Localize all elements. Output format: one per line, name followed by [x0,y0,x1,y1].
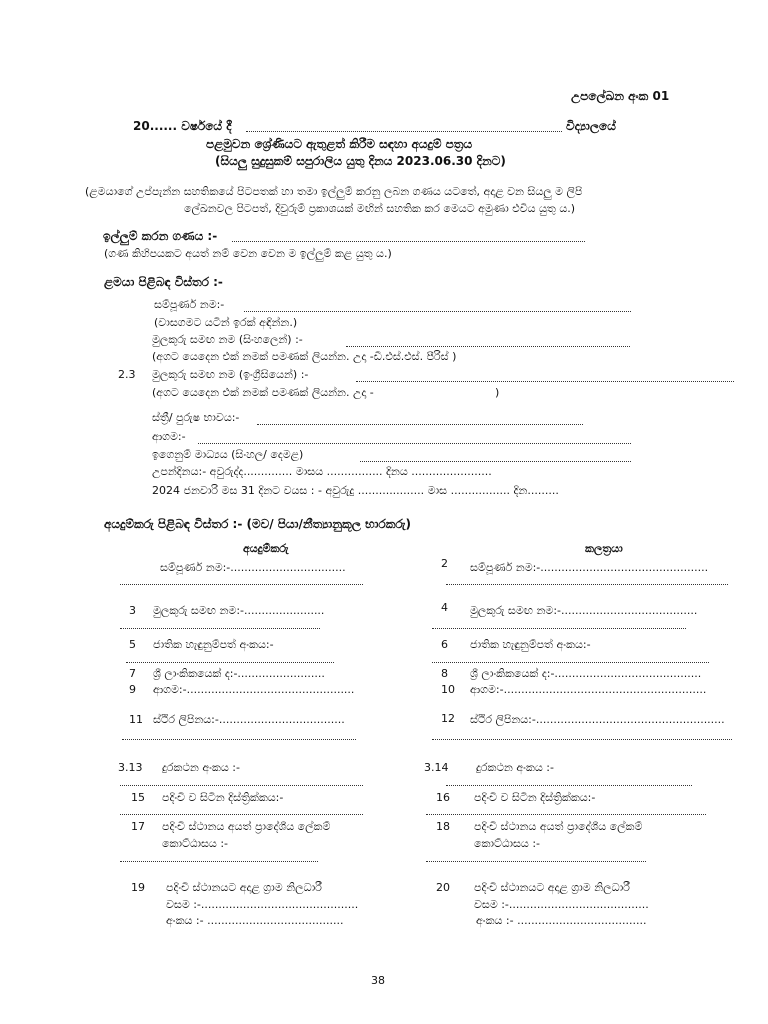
item-number: 9 [129,683,136,696]
school-name-blank[interactable] [246,131,562,132]
applicant-full-name-blank[interactable] [120,584,363,585]
spouse-gn-division-name: වසම :-........................................ [474,898,649,911]
applicant-ds-division-blank[interactable] [120,861,318,862]
applicant-ds-division-label-2: කොට්ඨාසය :- [162,837,229,850]
child-dob: උපන්දිනය:- අවුරුද්ද.............. මාසය ................ දිනය ....................... [152,465,492,478]
child-section-title: ළමයා පිළිබඳ විස්තර :- [104,275,223,289]
item-number: 4 [441,601,448,614]
applicant-initials-blank[interactable] [120,628,320,629]
applicant-address-blank[interactable] [122,739,356,740]
instructions-line-2: ලේඛනවල පිටපත්, දිවුරුම් ප්‍රකාශයක් මඟින් සහතික කර මෙයට අමුණා එවිය යුතු ය.) [184,202,576,215]
closing-date: (සියලු සුදුසුකම් සපුරාලිය යුතු දිනය 2023.06.30 දිනට) [215,154,506,168]
spouse-address-blank[interactable] [432,739,732,740]
item-number: 5 [129,638,136,651]
applicant-citizen-label: ශ්‍රී ලාංකිකයෙක් ද:-......................... [153,667,325,680]
item-number: 17 [131,820,145,833]
item-number: 18 [436,820,450,833]
spouse-gn-division-label: පදිංචි ස්ථානයට අදාළ ග්‍රාම නිලධාරී [474,881,630,894]
item-number: 15 [131,791,145,804]
child-initials-english-blank[interactable] [356,381,734,382]
item-number: 8 [441,667,448,680]
child-full-name-label: සම්පූර්ණ නම:- [154,298,225,311]
applicant-nic-label: ජාතික හැඳුනුම්පත් අංකය:- [153,638,274,651]
child-religion-blank[interactable] [198,443,631,444]
item-number: 11 [129,713,143,726]
child-full-name-note: (වාසගමට යටින් ඉරක් අඳින්න.) [154,316,298,329]
child-initials-english-note-end: ) [495,386,500,399]
applicant-district-label: පදිංචි ව සිටින දිස්ත්‍රික්කය:- [162,791,284,804]
item-number-2-3: 2.3 [118,368,136,381]
applicant-section-title: අයදුම්කරු පිළිබඳ විස්තර :- (මව/ පියා/නීත්‍යානුකූල භාරකරු) [104,517,411,531]
child-initials-english-label: මුලකුරු සමඟ නම (ඉංග්‍රීසියෙන්) :- [152,368,309,381]
spouse-address-label: ස්ථිර ලිපිනය:-...................................................... [470,713,725,726]
child-initials-sinhala-blank[interactable] [346,346,630,347]
instructions-line-1: (ළමයාගේ උප්පැන්න සහතිකයේ පිටපතක් හා තමා ඉල්ලුම් කරනු ලබන ගණය යටතේ, අදාළ වන සියලු ම ලිපි [85,185,583,198]
child-religion-label: ආගම:- [152,430,186,443]
year-line-prefix: 20...... වර්ෂයේ දී [133,119,232,133]
annex-label: උපලේඛන අංක 01 [571,89,670,103]
spouse-phone-blank[interactable] [446,785,692,786]
school-suffix: විද්‍යාලයේ [566,119,616,133]
child-initials-sinhala-note: (අගට යෙදෙන එක් නමක් පමණක් ලියන්න. උදා -ඩී.එස්.එස්. පීරිස් ) [152,350,457,363]
spouse-ds-division-label-2: කොට්ඨාසය :- [474,837,541,850]
item-number: 3.13 [118,761,143,774]
spouse-religion-label: ආගම:-.......................................................... [470,683,707,696]
child-full-name-blank[interactable] [244,311,631,312]
category-blank[interactable] [232,241,585,242]
applicant-full-name-label: සම්පූර්ණ නම:-................................. [160,561,346,574]
spouse-nic-blank[interactable] [432,662,709,663]
item-number: 2 [441,557,448,570]
applicant-district-blank[interactable] [120,814,363,815]
item-number: 7 [129,667,136,680]
spouse-gn-division-number: අංකය :- ..................................... [476,914,647,927]
item-number: 3 [129,604,136,617]
spouse-column-header: කලත්‍රයා [585,542,623,555]
spouse-ds-division-label: පදිංචි ස්ථානය අයත් ප්‍රාදේශීය ලේකම් [474,820,643,833]
spouse-citizen-label: ශ්‍රී ලාංකිකයෙක් ද:-.......................................... [470,667,702,680]
item-number: 20 [436,881,450,894]
applicant-gn-division-name: වසම :-............................................. [166,898,359,911]
spouse-nic-label: ජාතික හැඳුනුම්පත් අංකය:- [470,638,591,651]
spouse-initials-blank[interactable] [432,628,686,629]
applicant-gn-division-label: පදිංචි ස්ථානයට අදාළ ග්‍රාම නිලධාරී [166,881,322,894]
child-age: 2024 ජනවාරි මස 31 දිනට වයස : - අවුරුදු ................... මාස ................. දින......... [152,484,559,497]
item-number: 12 [441,712,455,725]
applicant-religion-label: ආගම:-................................................ [153,683,355,696]
applicant-column-header: අයදුම්කරු [243,542,289,555]
page-number: 38 [371,974,385,987]
spouse-phone-label: දුරකථන අංකය :- [476,761,554,774]
child-gender-blank[interactable] [257,424,583,425]
item-number: 19 [131,881,145,894]
spouse-district-label: පදිංචි ව සිටින දිස්ත්‍රික්කය:- [474,791,596,804]
child-medium-label: ඉගෙනුම් මාධ්‍යය (සිංහල/ දෙමළ) [152,448,304,461]
item-number: 6 [441,638,448,651]
spouse-full-name-label: සම්පූර්ණ නම:-................................................ [470,561,709,574]
child-initials-sinhala-label: මුලකුරු සමඟ නම (සිංහලෙන්) :- [152,333,303,346]
spouse-district-blank[interactable] [426,814,706,815]
applicant-phone-blank[interactable] [120,785,363,786]
child-initials-english-note: (අගට යෙදෙන එක් නමක් පමණක් ලියන්න. උදා - [152,386,374,399]
applicant-phone-label: දුරකථන අංකය :- [162,761,240,774]
child-gender-label: ස්ත්‍රී/ පුරුෂ භාවය:- [152,411,240,424]
category-label: ඉල්ලුම් කරන ගණය :- [103,229,218,243]
spouse-initials-label: මුලකුරු සමඟ නම:-....................................... [470,604,698,617]
item-number: 10 [441,683,455,696]
spouse-ds-division-blank[interactable] [426,861,646,862]
item-number: 16 [436,791,450,804]
child-medium-blank[interactable] [360,461,631,462]
spouse-full-name-blank[interactable] [446,584,728,585]
category-note: (ගණ කිහිපයකට අයත් නම් වෙන වෙන ම ඉල්ලුම් කළ යුතු ය.) [104,247,392,260]
form-title: පළමුවන ශ්‍රේණියට ඇතුළත් කිරීම සඳහා අයදුම් පත්‍රය [206,137,473,151]
item-number: 3.14 [424,761,449,774]
applicant-nic-blank[interactable] [126,662,334,663]
applicant-gn-division-number: අංකය :- ....................................... [166,914,344,927]
applicant-address-label: ස්ථිර ලිපිනය:-.................................... [153,713,345,726]
applicant-ds-division-label: පදිංචි ස්ථානය අයත් ප්‍රාදේශීය ලේකම් [162,820,331,833]
applicant-initials-label: මුලකුරු සමඟ නම:-....................... [153,604,325,617]
